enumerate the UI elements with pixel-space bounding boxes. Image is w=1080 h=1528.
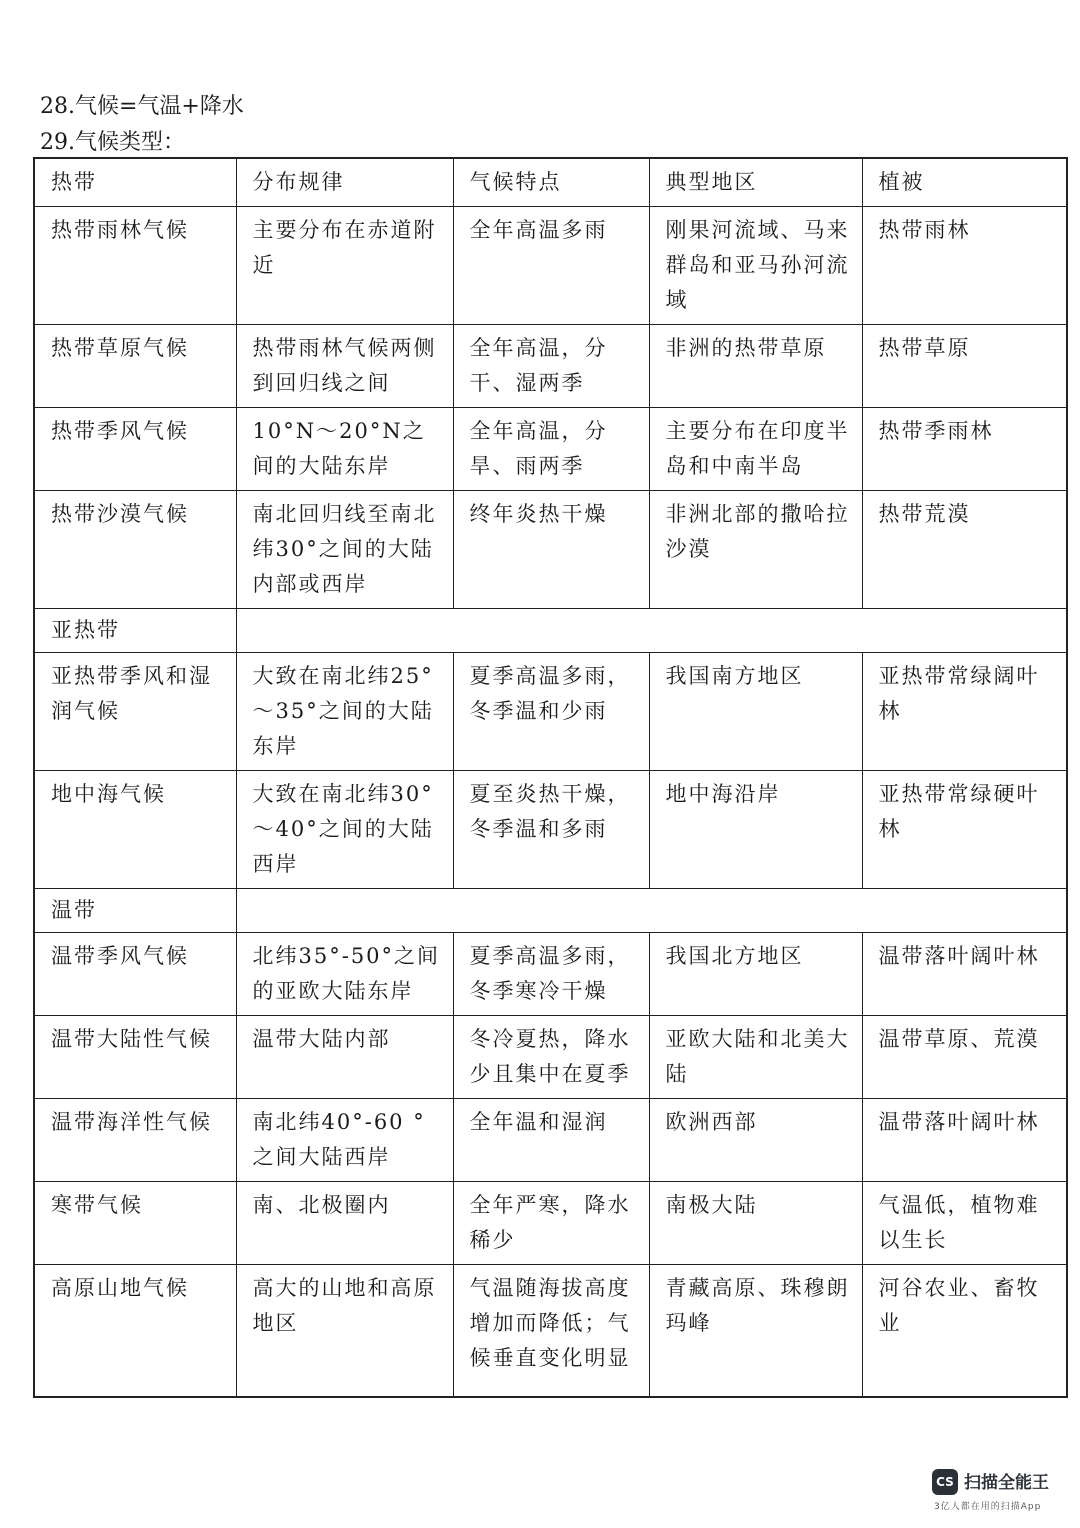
table-cell: 地中海沿岸: [649, 771, 862, 889]
table-row: [34, 491, 1067, 609]
table-cell: 大致在南北纬25°～35°之间的大陆东岸: [236, 653, 453, 771]
table-cell: 全年高温，分干、湿两季: [453, 325, 649, 408]
table-cell: 全年高温，分旱、雨两季: [453, 408, 649, 491]
header-cell: 热带: [34, 158, 236, 207]
table-cell: 夏季高温多雨，冬季寒冷干燥: [453, 933, 649, 1016]
table-cell: 全年温和湿润: [453, 1099, 649, 1182]
table-cell: 非洲的热带草原: [649, 325, 862, 408]
table-row: [34, 1016, 1067, 1099]
header-cell: 典型地区: [649, 158, 862, 207]
table-cell: 夏至炎热干燥，冬季温和多雨: [453, 771, 649, 889]
table-cell: 主要分布在印度半岛和中南半岛: [649, 408, 862, 491]
table-cell: 欧洲西部: [649, 1099, 862, 1182]
table-row: [34, 325, 1067, 408]
table-cell: 热带雨林气候: [34, 207, 236, 325]
header-cell: 植被: [862, 158, 1067, 207]
table-cell: 青藏高原、珠穆朗玛峰: [649, 1265, 862, 1397]
table-row: [34, 653, 1067, 771]
table-cell: 河谷农业、畜牧业: [862, 1265, 1067, 1397]
table-cell: 温带大陆性气候: [34, 1016, 236, 1099]
climate-types-table: [33, 157, 1068, 1398]
table-cell: 热带草原: [862, 325, 1067, 408]
table-row: [34, 933, 1067, 1016]
table-row: [34, 771, 1067, 889]
camscanner-logo-icon: CS: [932, 1469, 958, 1495]
table-cell: 夏季高温多雨，冬季温和少雨: [453, 653, 649, 771]
table-cell: 全年严寒，降水稀少: [453, 1182, 649, 1265]
section-empty-cell: [236, 609, 1067, 653]
table-cell: 热带荒漠: [862, 491, 1067, 609]
table-cell: 亚热带常绿阔叶林: [862, 653, 1067, 771]
table-cell: 非洲北部的撒哈拉沙漠: [649, 491, 862, 609]
table-cell: 南、北极圈内: [236, 1182, 453, 1265]
section-label: 温带: [34, 889, 236, 933]
table-cell: 大致在南北纬30°～40°之间的大陆西岸: [236, 771, 453, 889]
table-row: [34, 408, 1067, 491]
table-cell: 亚热带常绿硬叶林: [862, 771, 1067, 889]
header-cell: 分布规律: [236, 158, 453, 207]
table-cell: 主要分布在赤道附近: [236, 207, 453, 325]
table-cell: 热带沙漠气候: [34, 491, 236, 609]
table-cell: 温带草原、荒漠: [862, 1016, 1067, 1099]
table-cell: 高大的山地和高原地区: [236, 1265, 453, 1397]
heading-29: 29.气候类型：: [40, 130, 185, 155]
table-cell: 我国南方地区: [649, 653, 862, 771]
table-cell: 地中海气候: [34, 771, 236, 889]
table-cell: 南极大陆: [649, 1182, 862, 1265]
table-row: [34, 1265, 1067, 1397]
table-cell: 全年高温多雨: [453, 207, 649, 325]
table-cell: 北纬35°-50°之间的亚欧大陆东岸: [236, 933, 453, 1016]
header-cell: 气候特点: [453, 158, 649, 207]
table-cell: 南北纬40°-60 °之间大陆西岸: [236, 1099, 453, 1182]
table-cell: 温带海洋性气候: [34, 1099, 236, 1182]
table-cell: 气温低，植物难以生长: [862, 1182, 1067, 1265]
table-cell: 南北回归线至南北纬30°之间的大陆内部或西岸: [236, 491, 453, 609]
camscanner-watermark: [932, 1466, 1062, 1514]
table-cell: 温带落叶阔叶林: [862, 1099, 1067, 1182]
table-cell: 温带大陆内部: [236, 1016, 453, 1099]
table-cell: 温带落叶阔叶林: [862, 933, 1067, 1016]
table-cell: 寒带气候: [34, 1182, 236, 1265]
table-cell: 刚果河流域、马来群岛和亚马孙河流域: [649, 207, 862, 325]
table-cell: 10°N～20°N之间的大陆东岸: [236, 408, 453, 491]
table-cell: 冬冷夏热，降水少且集中在夏季: [453, 1016, 649, 1099]
table-cell: 我国北方地区: [649, 933, 862, 1016]
table-cell: 热带雨林: [862, 207, 1067, 325]
watermark-app-name: 扫描全能王: [964, 1473, 1049, 1493]
table-row: [34, 207, 1067, 325]
heading-28: 28.气候=气温+降水: [40, 94, 244, 119]
table-cell: 高原山地气候: [34, 1265, 236, 1397]
section-row: [34, 889, 1067, 933]
table-cell: 亚热带季风和湿润气候: [34, 653, 236, 771]
table-cell: 热带季雨林: [862, 408, 1067, 491]
section-row: [34, 609, 1067, 653]
table-cell: 气温随海拔高度增加而降低；气候垂直变化明显: [453, 1265, 649, 1397]
table-cell: 热带季风气候: [34, 408, 236, 491]
section-empty-cell: [236, 889, 1067, 933]
section-label: 亚热带: [34, 609, 236, 653]
table-cell: 终年炎热干燥: [453, 491, 649, 609]
table-cell: 亚欧大陆和北美大陆: [649, 1016, 862, 1099]
table-header-row: [34, 158, 1067, 207]
watermark-tagline: 3亿人都在用的扫描App: [934, 1502, 1042, 1512]
table-cell: 温带季风气候: [34, 933, 236, 1016]
table-row: [34, 1182, 1067, 1265]
table-row: [34, 1099, 1067, 1182]
table-cell: 热带雨林气候两侧到回归线之间: [236, 325, 453, 408]
table-cell: 热带草原气候: [34, 325, 236, 408]
